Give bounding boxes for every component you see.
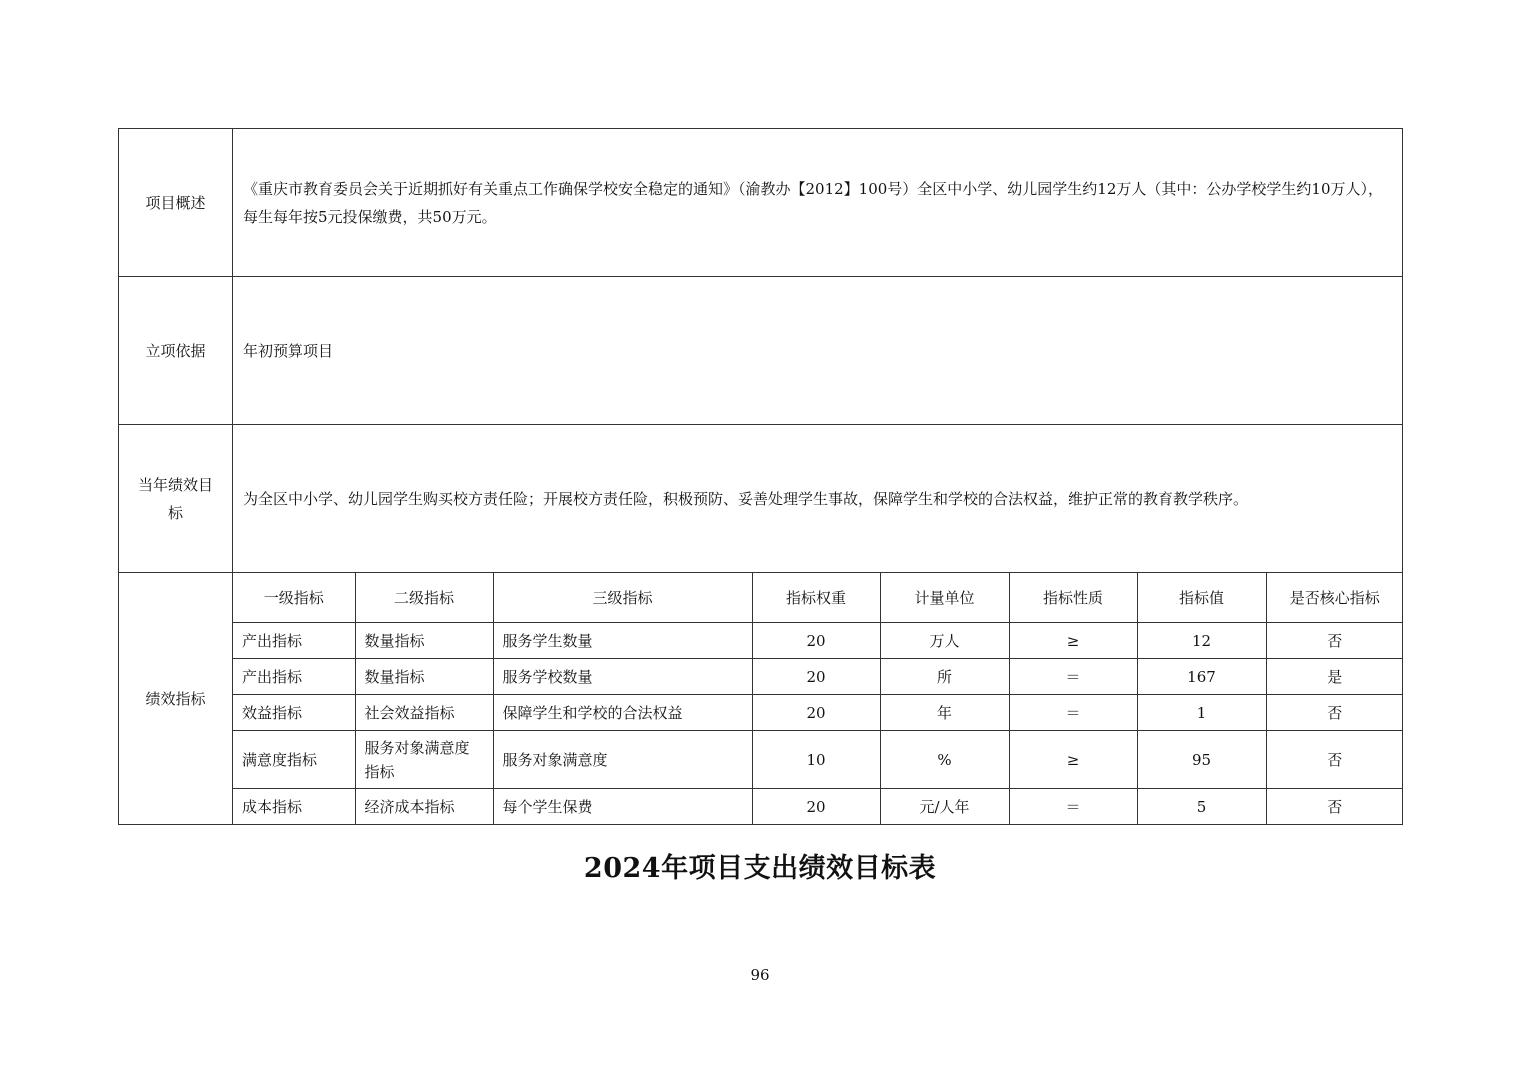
level3-cell: 服务对象满意度 (493, 731, 752, 789)
header-cell: 二级指标 (355, 573, 493, 623)
level2-cell: 经济成本指标 (355, 789, 493, 825)
core-cell: 是 (1266, 659, 1403, 695)
level1-cell: 满意度指标 (233, 731, 355, 789)
core-cell: 否 (1266, 623, 1403, 659)
weight-cell: 20 (752, 659, 880, 695)
unit-cell: 元/人年 (880, 789, 1009, 825)
basis-text: 年初预算项目 (233, 277, 1403, 425)
indicators-cell (233, 573, 1403, 825)
level3-cell: 每个学生保费 (493, 789, 752, 825)
unit-cell: 万人 (880, 623, 1009, 659)
nature-cell: ≥ (1009, 731, 1137, 789)
page-number: 96 (750, 966, 770, 984)
basis-label: 立项依据 (119, 277, 233, 425)
level2-cell: 数量指标 (355, 623, 493, 659)
overview-label: 项目概述 (119, 129, 233, 277)
weight-cell: 10 (752, 731, 880, 789)
core-cell: 否 (1266, 731, 1403, 789)
value-cell: 12 (1137, 623, 1266, 659)
overview-text: 《重庆市教育委员会关于近期抓好有关重点工作确保学校安全稳定的通知》（渝教办【2012】100号）全区中小学、幼儿园学生约12万人（其中：公办学校学生约10万人），每生每年按5元投保缴费，共50万元。 (233, 129, 1403, 277)
level3-cell: 服务学生数量 (493, 623, 752, 659)
nature-cell: ＝ (1009, 695, 1137, 731)
level2-cell: 数量指标 (355, 659, 493, 695)
value-cell: 167 (1137, 659, 1266, 695)
overview-row (119, 129, 1403, 277)
goal-row (119, 425, 1403, 573)
unit-cell: 所 (880, 659, 1009, 695)
level2-cell: 服务对象满意度指标 (355, 731, 493, 789)
header-cell: 三级指标 (493, 573, 752, 623)
goal-label: 当年绩效目标 (119, 425, 233, 573)
nature-cell: ≥ (1009, 623, 1137, 659)
header-cell: 指标权重 (752, 573, 880, 623)
table-row (233, 731, 1403, 789)
nature-cell: ＝ (1009, 789, 1137, 825)
level2-cell: 社会效益指标 (355, 695, 493, 731)
indicators-label: 绩效指标 (119, 573, 233, 825)
basis-row (119, 277, 1403, 425)
value-cell: 95 (1137, 731, 1266, 789)
nature-cell: ＝ (1009, 659, 1137, 695)
unit-cell: 年 (880, 695, 1009, 731)
level3-cell: 服务学校数量 (493, 659, 752, 695)
header-cell: 一级指标 (233, 573, 355, 623)
indicators-table (233, 573, 1403, 824)
indicators-header-row (233, 573, 1403, 623)
core-cell: 否 (1266, 789, 1403, 825)
table-row (233, 623, 1403, 659)
level1-cell: 产出指标 (233, 659, 355, 695)
level3-cell: 保障学生和学校的合法权益 (493, 695, 752, 731)
unit-cell: % (880, 731, 1009, 789)
level1-cell: 产出指标 (233, 623, 355, 659)
document-title: 2024年项目支出绩效目标表 (583, 853, 937, 884)
weight-cell: 20 (752, 623, 880, 659)
weight-cell: 20 (752, 695, 880, 731)
weight-cell: 20 (752, 789, 880, 825)
performance-table (118, 128, 1403, 825)
header-cell: 指标性质 (1009, 573, 1137, 623)
table-row (233, 789, 1403, 825)
level1-cell: 成本指标 (233, 789, 355, 825)
header-cell: 指标值 (1137, 573, 1266, 623)
table-row (233, 695, 1403, 731)
header-cell: 计量单位 (880, 573, 1009, 623)
level1-cell: 效益指标 (233, 695, 355, 731)
indicators-row (119, 573, 1403, 825)
value-cell: 1 (1137, 695, 1266, 731)
header-cell: 是否核心指标 (1266, 573, 1403, 623)
core-cell: 否 (1266, 695, 1403, 731)
table-row (233, 659, 1403, 695)
goal-text: 为全区中小学、幼儿园学生购买校方责任险；开展校方责任险，积极预防、妥善处理学生事故，保障学生和学校的合法权益，维护正常的教育教学秩序。 (233, 425, 1403, 573)
value-cell: 5 (1137, 789, 1266, 825)
